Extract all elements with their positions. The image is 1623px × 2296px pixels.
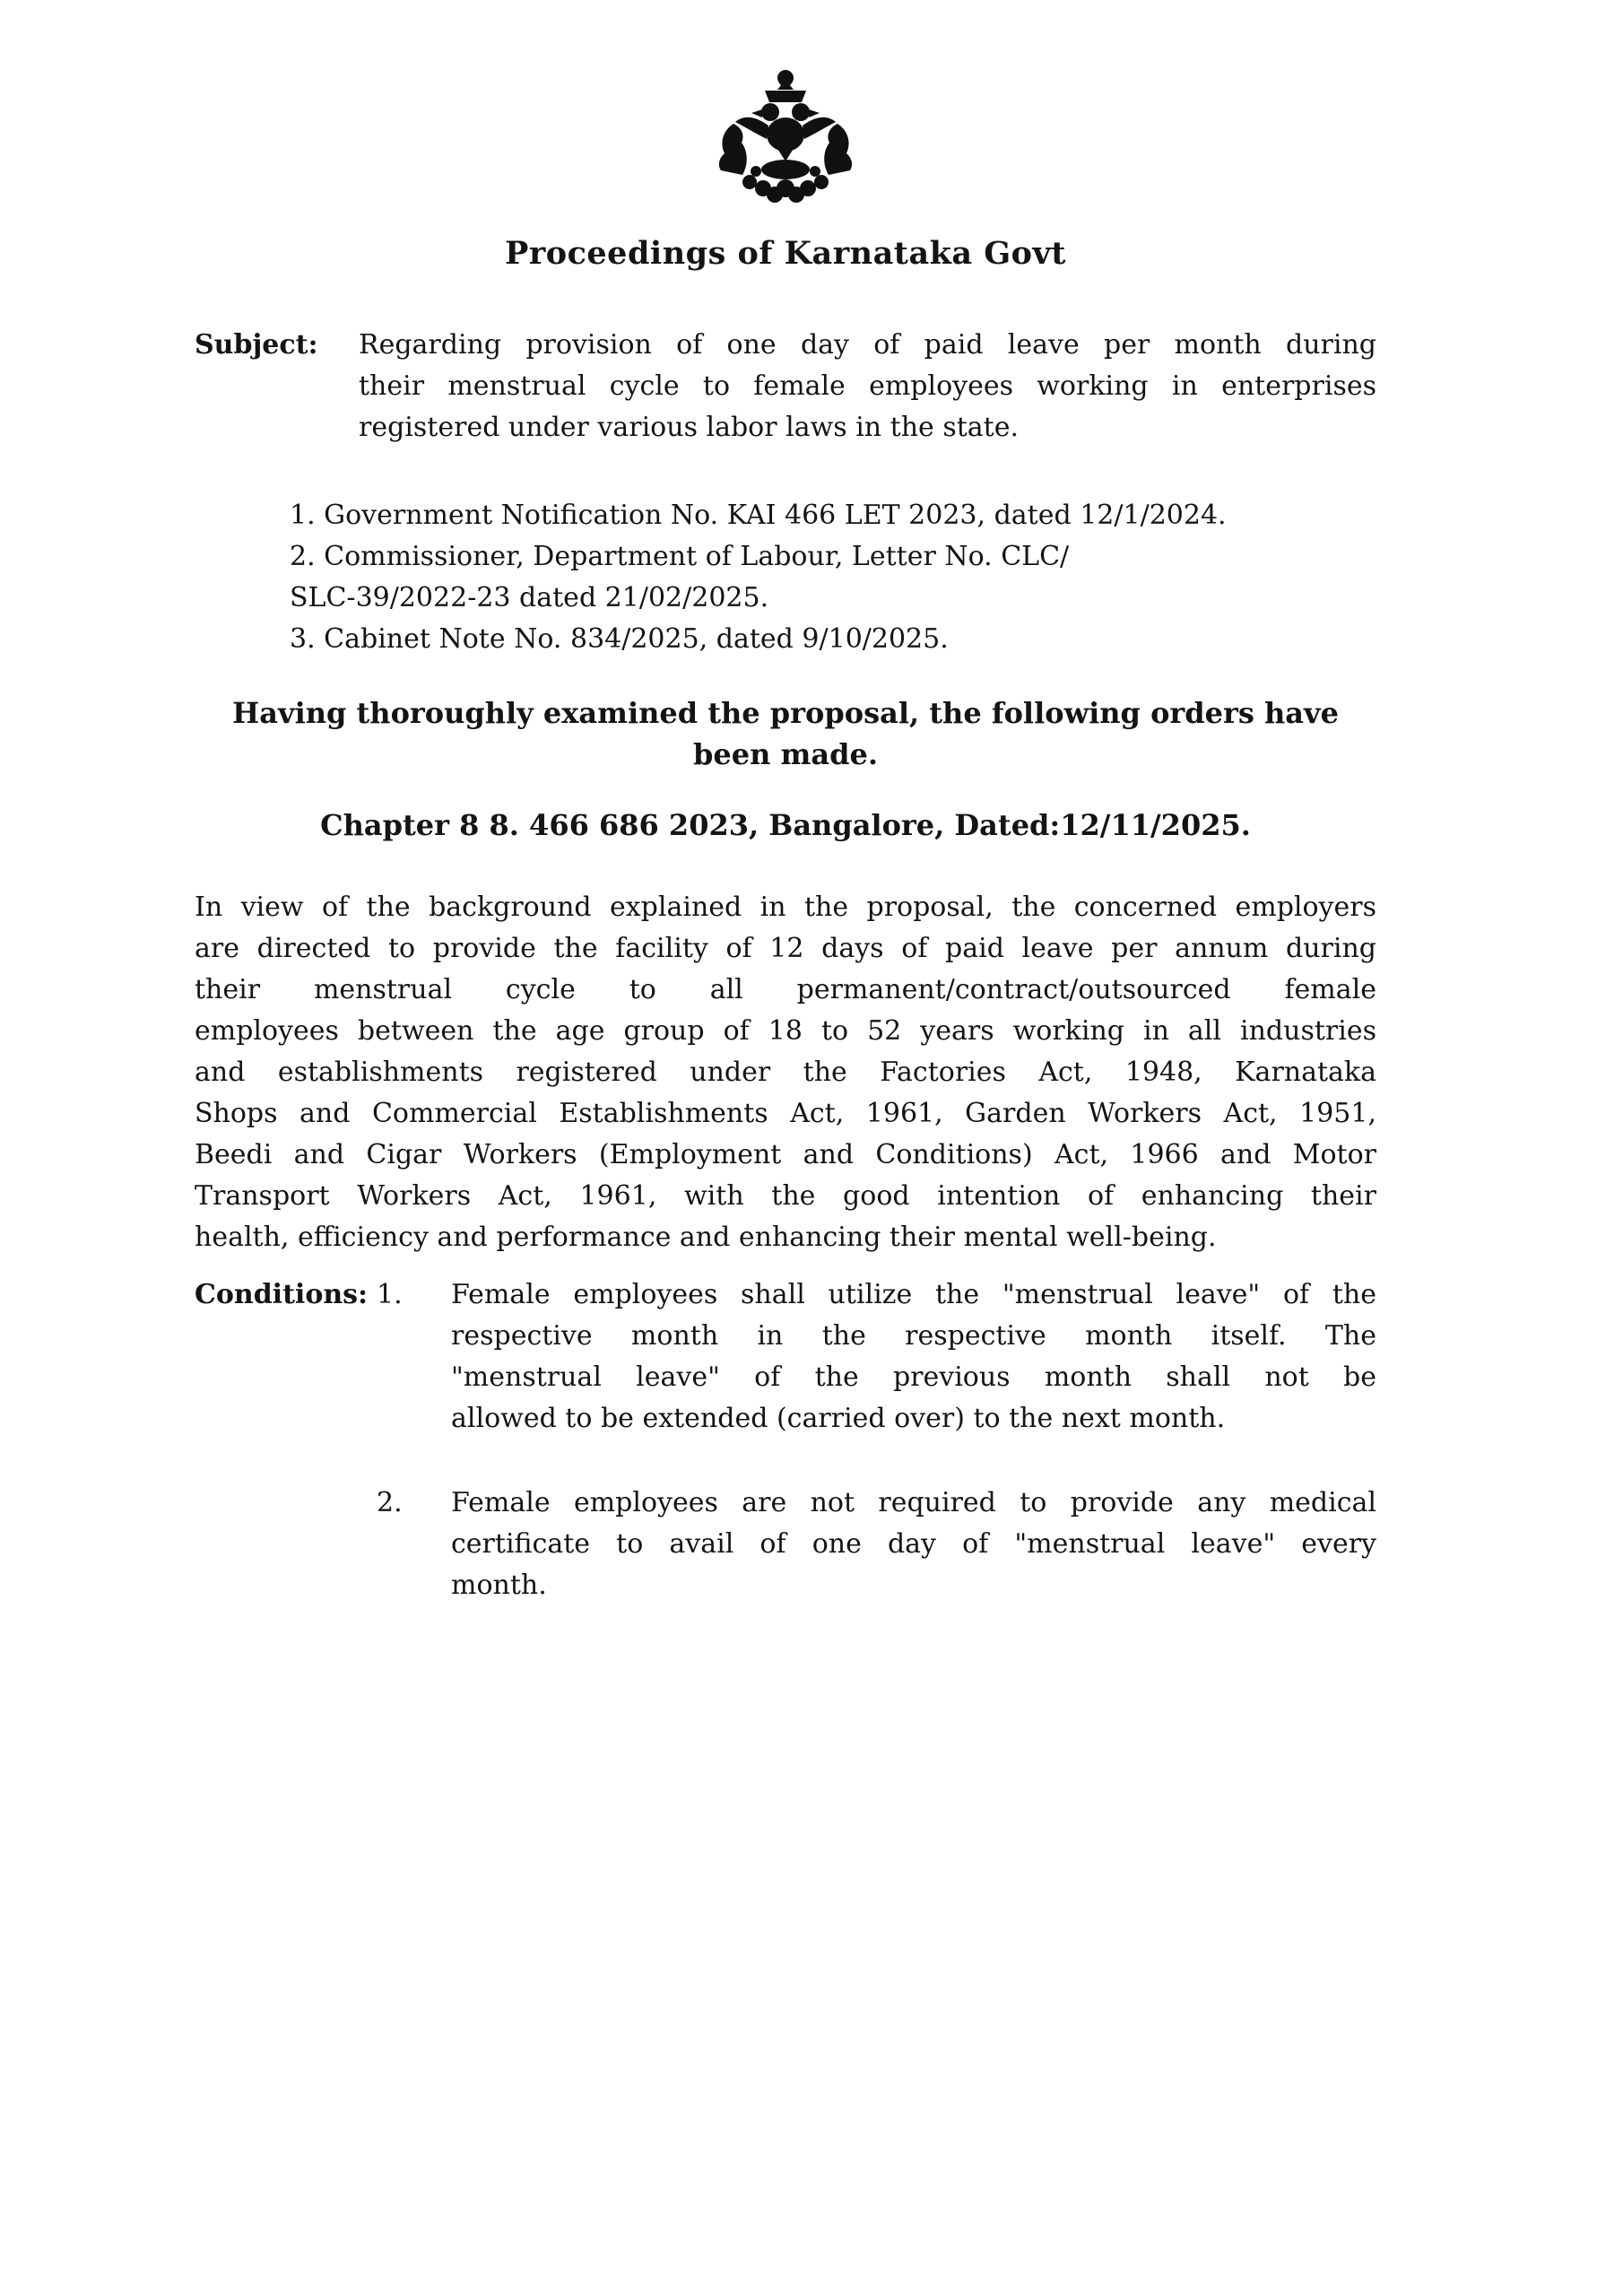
paragraph-line: Shops and Commercial Establishments Act, 1961, Garden Workers Act, 1951, bbox=[195, 1098, 1376, 1129]
conditions-section bbox=[195, 1274, 1376, 1606]
paragraph-line: health, efficiency and performance and enhancing their mental well-being. bbox=[195, 1222, 1217, 1253]
paragraph-line: employees between the age group of 18 to 52 years working in all industries bbox=[195, 1015, 1376, 1047]
reference-list bbox=[290, 495, 1376, 660]
subject-text bbox=[359, 325, 1376, 448]
subject-label: Subject: bbox=[195, 329, 318, 361]
condition-line: month. bbox=[451, 1570, 547, 1601]
paragraph-line: In view of the background explained in the proposal, the concerned employers bbox=[195, 891, 1376, 923]
paragraph-line: their menstrual cycle to all permanent/contract/outsourced female bbox=[195, 974, 1376, 1005]
condition-item bbox=[195, 1483, 1376, 1606]
paragraph-line: Transport Workers Act, 1961, with the good intention of enhancing their bbox=[195, 1180, 1376, 1212]
subject-line: their menstrual cycle to female employees working in enterprises bbox=[359, 370, 1376, 402]
subject-line: Regarding provision of one day of paid leave per month during bbox=[359, 329, 1376, 361]
condition-line: "menstrual leave" of the previous month shall not be bbox=[451, 1361, 1376, 1393]
condition-number: 1. bbox=[377, 1279, 403, 1310]
condition-line: allowed to be extended (carried over) to the next month. bbox=[451, 1403, 1226, 1434]
karnataka-state-emblem-icon bbox=[714, 68, 857, 206]
condition-text bbox=[451, 1274, 1376, 1439]
order-heading bbox=[195, 692, 1376, 775]
subject-line: registered under various labor laws in the state. bbox=[359, 412, 1020, 443]
conditions-label: Conditions: bbox=[195, 1279, 369, 1310]
chapter-heading: Chapter 8 8. 466 686 2023, Bangalore, Dated:12/11/2025. bbox=[320, 808, 1251, 842]
page-title: Proceedings of Karnataka Govt bbox=[505, 235, 1066, 272]
order-heading-line: Having thoroughly examined the proposal, the following orders have bbox=[232, 696, 1339, 730]
condition-number: 2. bbox=[377, 1487, 403, 1518]
conditions-label-spacer bbox=[195, 1483, 377, 1606]
order-paragraph bbox=[195, 887, 1376, 1258]
condition-item bbox=[195, 1274, 1376, 1439]
condition-line: Female employees are not required to provide any medical bbox=[451, 1487, 1376, 1518]
reference-line: SLC-39/2022-23 dated 21/02/2025. bbox=[290, 582, 769, 613]
order-heading-line: been made. bbox=[693, 737, 878, 771]
reference-line: 1. Government Notification No. KAI 466 LET 2023, dated 12/1/2024. bbox=[290, 500, 1227, 531]
condition-text bbox=[451, 1483, 1376, 1606]
subject-section bbox=[195, 325, 1376, 448]
reference-line: 3. Cabinet Note No. 834/2025, dated 9/10/2025. bbox=[290, 623, 949, 655]
condition-line: Female employees shall utilize the "menstrual leave" of the bbox=[451, 1279, 1376, 1310]
paragraph-line: are directed to provide the facility of 12 days of paid leave per annum during bbox=[195, 933, 1376, 964]
reference-line: 2. Commissioner, Department of Labour, Letter No. CLC/ bbox=[290, 541, 1070, 572]
paragraph-line: Beedi and Cigar Workers (Employment and Conditions) Act, 1966 and Motor bbox=[195, 1139, 1376, 1170]
condition-line: certificate to avail of one day of "menstrual leave" every bbox=[451, 1528, 1376, 1560]
paragraph-line: and establishments registered under the Factories Act, 1948, Karnataka bbox=[195, 1057, 1376, 1088]
condition-line: respective month in the respective month itself. The bbox=[451, 1320, 1376, 1352]
